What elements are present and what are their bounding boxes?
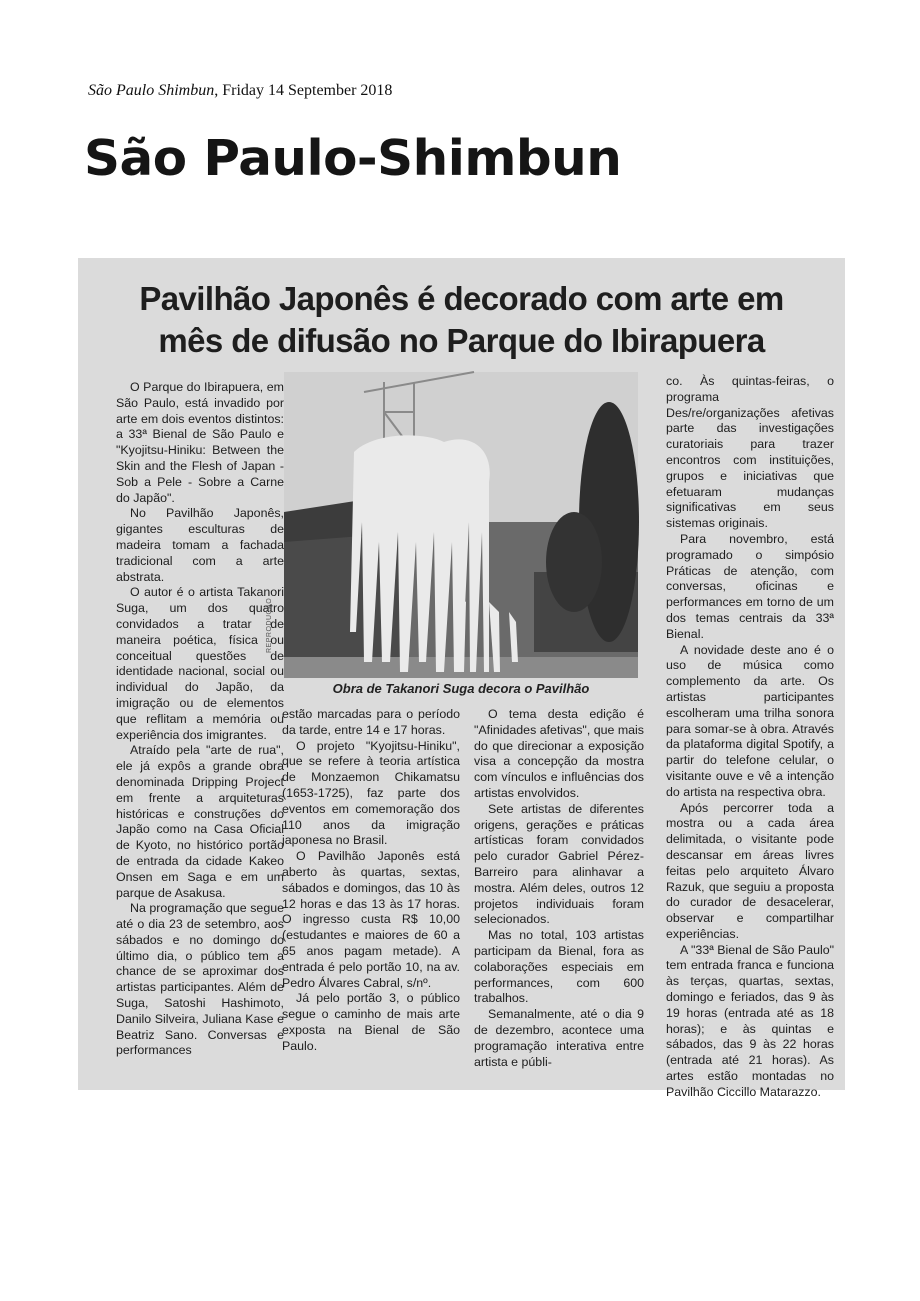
headline-line-1: Pavilhão Japonês é decorado com arte em bbox=[139, 280, 784, 317]
newspaper-clipping bbox=[78, 258, 845, 1099]
paragraph: O projeto "Kyojitsu-Hiniku", que se refere à teoria artística de Monzaemon Chikamatsu (1653-1725), faz parte dos eventos em comemoração dos 110 anos da imigração japonesa no Brasil. bbox=[282, 738, 460, 848]
paragraph: O Parque do Ibirapuera, em São Paulo, está invadido por arte em dois eventos distintos: a 33ª Bienal de São Paulo e "Kyojitsu-Hiniku: Between the Skin and the Flesh of Japan - Sob a Pele - Sobre a Carne do Japão". bbox=[116, 380, 284, 505]
article-column-4 bbox=[666, 374, 834, 1101]
paragraph: estão marcadas para o período da tarde, entre 14 e 17 horas. bbox=[282, 707, 460, 737]
paragraph: co. Às quintas-feiras, o programa Des/re/organizações afetivas parte das investigações curatoriais para trazer encontros com instituições, grupos e iniciativas que efetuaram mudanças significativas em seus sistemas originais. bbox=[666, 374, 834, 531]
source-line bbox=[88, 82, 392, 100]
photo-caption: Obra de Takanori Suga decora o Pavilhão bbox=[332, 681, 590, 696]
paragraph: Semanalmente, até o dia 9 de dezembro, acontece uma programação interativa entre artista e públi- bbox=[474, 1007, 644, 1069]
paragraph: Para novembro, está programado o simpósio Práticas de atenção, com conversas, oficinas e performances em torno de um dos temas centrais da 33ª Bienal. bbox=[666, 531, 834, 641]
dripping-sculpture-photo bbox=[284, 372, 638, 678]
paragraph: A "33ª Bienal de São Paulo" tem entrada franca e funciona às terças, quartas, sextas, domingo e feriados, das 9 às 19 horas (entrada até as 18 horas); e às quintas e sábados, das 9 às 22 horas (entrada até 21 horas). As artes estão montadas no Pavilhão Ciccillo Matarazzo. bbox=[666, 942, 834, 1099]
paragraph: Mas no total, 103 artistas participam da Bienal, fora as colaborações especiais em performances, com 600 trabalhos. bbox=[474, 928, 644, 1006]
paragraph: Atraído pela "arte de rua", ele já expôs a grande obra denominada Dripping Project em frente a arquiteturas históricas e construções do Japão como na Casa Oficial de Kyoto, no histórico portão de entrada da cidade Kakeo Onsen em Saga e em um parque de Asakusa. bbox=[116, 743, 284, 900]
paragraph: O tema desta edição é "Afinidades afetivas", que mais do que direcionar a exposição visa a concepção da mostra com vínculos e influências dos artistas envolvidos. bbox=[474, 707, 644, 800]
article-photo bbox=[284, 372, 638, 678]
paragraph: No Pavilhão Japonês, gigantes esculturas de madeira tomam a fachada tradicional com a arte abstrata. bbox=[116, 506, 284, 584]
paragraph: Na programação que segue até o dia 23 de setembro, aos sábados e no domingo do último dia, o público tem a chance de se aproximar dos artistas participantes. Além de Suga, Satoshi Hashimoto, Danilo Silveira, Juliana Kase e Beatriz Sano. Conversas e performances bbox=[116, 901, 284, 1058]
paragraph: O Pavilhão Japonês está aberto às quartas, sextas, sábados e domingos, das 10 às 12 horas e das 13 às 17 horas. O ingresso custa R$ 10,00 (estudantes e maiores de 60 a 65 anos pagam metade). A entrada é pelo portão 10, na av. Pedro Álvares Cabral, s/nº. bbox=[282, 849, 460, 990]
article-column-2 bbox=[282, 707, 460, 1055]
paragraph: Sete artistas de diferentes origens, gerações e práticas artísticas foram convidados pelo curador Gabriel Pérez-Barreiro para alinhavar a mostra. Além deles, outros 12 projetos individuais foram selecionados. bbox=[474, 801, 644, 927]
publication-date: , Friday 14 September 2018 bbox=[214, 82, 393, 99]
newspaper-masthead: São Paulo-Shimbun bbox=[84, 130, 622, 187]
article-headline bbox=[78, 278, 845, 362]
article-column-1 bbox=[116, 380, 284, 1059]
publication-name: São Paulo Shimbun bbox=[88, 82, 215, 99]
photo-credit: REPRODUÇÃO bbox=[266, 597, 273, 653]
headline-line-2: mês de difusão no Parque do Ibirapuera bbox=[158, 322, 765, 359]
paragraph: Após percorrer toda a mostra ou a cada área delimitada, o visitante pode descansar em áreas livres feitas pelo arquiteto Álvaro Razuk, que seguiu a proposta do curador de desacelerar, observar e compartilhar experiências. bbox=[666, 800, 834, 941]
article-column-3 bbox=[474, 707, 644, 1070]
paragraph: A novidade deste ano é o uso de música como complemento da arte. Os artistas participantes escolheram uma trilha sonora para somar-se à obra. Através da plataforma digital Spotify, a partir do telefone celular, o visitante ouve e vê a intenção do artista na respectiva obra. bbox=[666, 642, 834, 799]
paragraph: O autor é o artista Takanori Suga, um dos quatro convidados a tratar de maneira poética, física ou conceitual questões de identidade nacional, social ou individual do Japão, da imigração ou de elementos que reflitam a memória ou experiência dos imigrantes. bbox=[116, 585, 284, 742]
paragraph: Já pelo portão 3, o público segue o caminho de mais arte exposta na Bienal de São Paulo. bbox=[282, 991, 460, 1053]
